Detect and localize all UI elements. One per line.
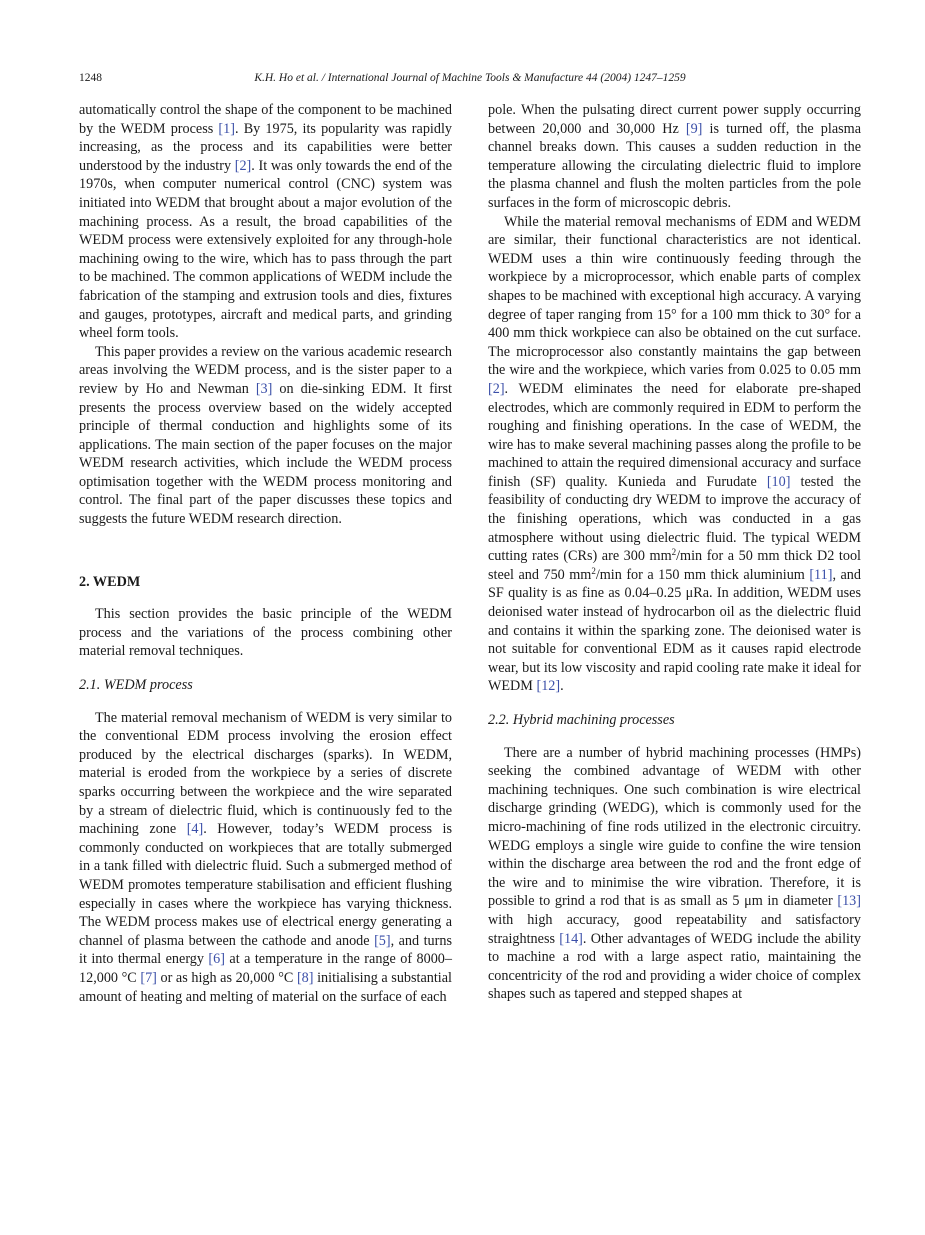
paragraph: This paper provides a review on the various academic research areas involving the WEDM process, and is the sister paper to a review by Ho and Newman [3] on die-sinking EDM. It first presents the process overview based on the widely accepted principle of thermal conduction and highlights some of its applications. The main section of the paper focuses on the major WEDM research activities, which include the WEDM process optimisation together with the WEDM process monitoring and control. The final part of the paper discusses these topics and suggests the future WEDM research direction. [79, 343, 452, 528]
running-header [79, 72, 861, 90]
citation-link[interactable]: [13] [837, 893, 861, 910]
paragraph: pole. When the pulsating direct current power supply occurring between 20,000 and 30,000 Hz [9] is turned off, the plasma channel breaks down. This causes a sudden reduction in the temperature allowing the circulating dielectric fluid to implore the plasma channel and flush the molten particles from the pole surfaces in the form of microscopic debris. [488, 102, 861, 211]
citation-link[interactable]: [1] [218, 120, 235, 137]
citation-link[interactable]: [2] [488, 380, 505, 397]
section-heading: 2. WEDM [79, 573, 141, 590]
paragraph: While the material removal mechanisms of EDM and WEDM are similar, their functional characteristics are not identical. WEDM uses a thin wire continuously feeding through the workpiece by a microprocessor, which enable parts of complex shapes to be machined with exceptional high accuracy. A varying degree of taper ranging from 15° for a 100 mm thick to 30° for a 400 mm thick workpiece can also be obtained on the cut surface. The microprocessor also constantly maintains the gap between the wire and the workpiece, which varies from 0.025 to 0.05 mm [2]. WEDM eliminates the need for elaborate pre-shaped electrodes, which are commonly required in EDM to perform the roughing and finishing operations. In the case of WEDM, the wire has to make several machining passes along the profile to be machined to attain the required dimensional accuracy and surface finish (SF) quality. Kunieda and Furudate [10] tested the feasibility of conducting dry WEDM to improve the accuracy of the finishing operations, which was conducted in a gas atmosphere without using dielectric fluid. The typical WEDM cutting rates (CRs) are 300 $mm^2/\min$ for a 50 mm thick D2 tool steel and 750 $mm^2/\min$ for a 150 mm thick aluminium [11], and SF quality is as fine as 0.04–0.25 μRa. In addition, WEDM uses deionised water instead of hydrocarbon oil as the dielectric fluid and contains it within the sparking zone. The deionised water is not suitable for conventional EDM as it causes rapid electrode wear, but its low viscosity and rapid cooling rate make it ideal for WEDM [12]. [488, 213, 861, 695]
citation-link[interactable]: [5] [374, 932, 391, 949]
subsection-heading: 2.2. Hybrid machining processes [488, 712, 675, 728]
right-column [488, 101, 861, 1004]
running-title: K.H. Ho et al. / International Journal of Machine Tools & Manufacture 44 (2004) 1247–1259 [254, 72, 686, 84]
paragraph: There are a number of hybrid machining processes (HMPs) seeking the combined advantage of WEDM with other machining techniques. One such combination is wire electrical discharge grinding (WEDG), which is commonly used for the micro-machining of fine rods utilized in the electronic circuitry. WEDG employs a single wire guide to confine the wire tension within the discharge area between the rod and the front edge of the wire and to minimise the wire vibration. Therefore, it is possible to grind a rod that is as small as 5 μm in diameter [13] with high accuracy, good repeatability and satisfactory straightness [14]. Other advantages of WEDG include the ability to machine a rod with a large aspect ratio, maintaining the concentricity of the rod and providing a wider choice of complex shapes such as tapered and stepped shapes at [488, 744, 861, 1003]
superscript: 2 [591, 565, 596, 576]
left-column [79, 101, 452, 1006]
citation-link[interactable]: [9] [685, 120, 703, 137]
citation-link[interactable]: [2] [234, 157, 252, 174]
citation-link[interactable]: [8] [296, 969, 314, 986]
paragraph: The material removal mechanism of WEDM is very similar to the conventional EDM process involving the erosion effect produced by the electrical discharges (sparks). In WEDM, material is eroded from the workpiece by a series of discrete sparks occurring between the workpiece and the wire separated by a stream of dielectric fluid, which is continuously fed to the machining zone [4]. However, today’s WEDM process is commonly conducted on workpieces that are totally submerged in a tank filled with dielectric fluid. Such a submerged method of WEDM promotes temperature stabilisation and efficient flushing especially in cases where the workpiece has varying thickness. The WEDM process makes use of electrical energy generating a channel of plasma between the cathode and anode [5], and turns it into thermal energy [6] at a temperature in the range of 8000–12,000 °C [7] or as high as 20,000 °C [8] initialising a substantial amount of heating and melting of material on the surface of each [79, 709, 452, 1005]
subsection-heading: 2.1. WEDM process [79, 677, 193, 694]
citation-link[interactable]: [11] [809, 566, 833, 583]
citation-link[interactable]: [12] [536, 678, 561, 695]
page-number: 1248 [79, 72, 102, 84]
citation-link[interactable]: [7] [140, 969, 157, 986]
citation-link[interactable]: [3] [255, 380, 273, 397]
citation-link[interactable]: [4] [186, 821, 204, 838]
citation-link[interactable]: [6] [208, 951, 225, 968]
citation-link[interactable]: [10] [766, 473, 791, 490]
citation-link[interactable]: [14] [559, 930, 583, 947]
paragraph: This section provides the basic principle of the WEDM process and the variations of the process combining other material removal techniques. [79, 606, 452, 660]
paragraph: automatically control the shape of the component to be machined by the WEDM process [1]. By 1975, its popularity was rapidly increasing, as the process and its capabilities were better understood by the industry [2]. It was only towards the end of the 1970s, when computer numerical control (CNC) system was initiated into WEDM that brought about a major evolution of the machining process. As a result, the broad capabilities of the WEDM process were extensively exploited for any through-hole machining owing to the wire, which has to pass through the part to be machined. The common applications of WEDM include the fabrication of the stamping and extrusion tools and dies, fixtures and gauges, prototypes, aircraft and medical parts, and grinding wheel form tools. [79, 102, 452, 342]
superscript: 2 [671, 547, 677, 558]
